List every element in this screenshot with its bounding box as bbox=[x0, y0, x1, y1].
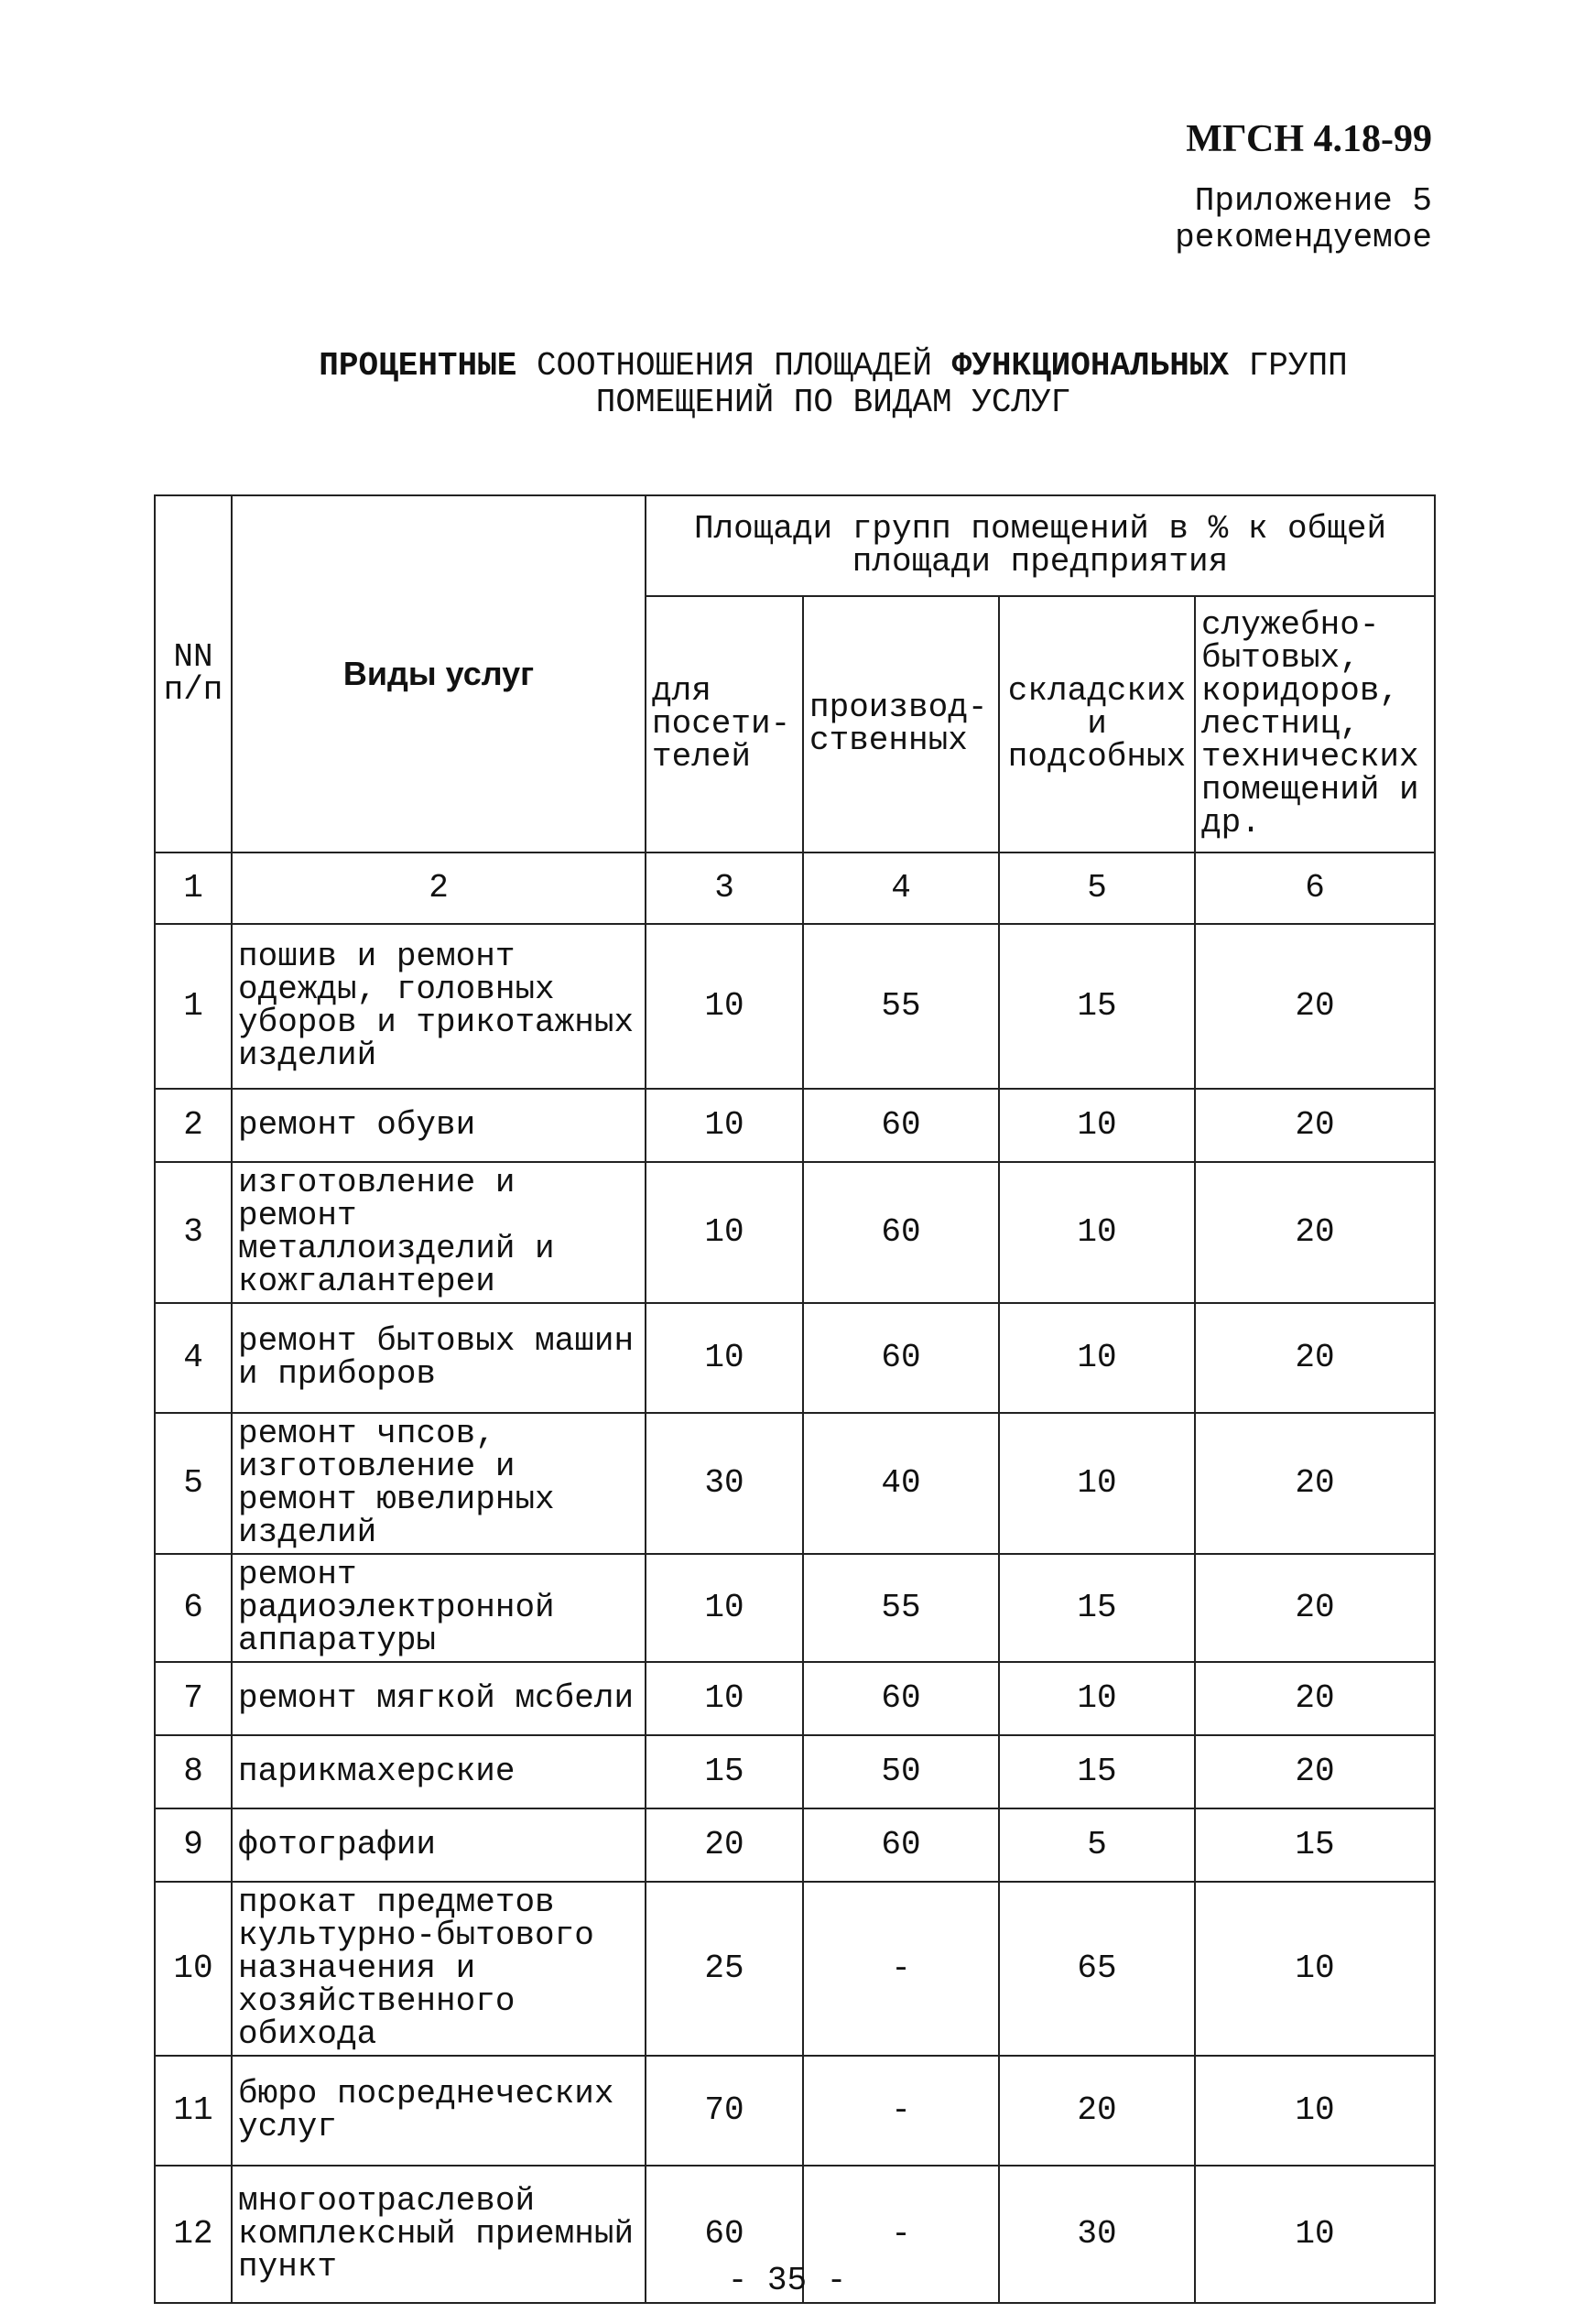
header-nn: NN п/п bbox=[155, 495, 232, 852]
visitors-value: 10 bbox=[646, 1554, 803, 1662]
service-name: ремонт радиоэлектронной аппаратуры bbox=[232, 1554, 646, 1662]
visitors-value: 10 bbox=[646, 1162, 803, 1303]
row-number: 8 bbox=[155, 1735, 232, 1808]
column-number: 2 bbox=[232, 852, 646, 924]
row-number: 12 bbox=[155, 2166, 232, 2303]
visitors-value: 10 bbox=[646, 1662, 803, 1735]
storage-value: 10 bbox=[999, 1089, 1195, 1162]
header-row-1 bbox=[155, 495, 1435, 596]
title-word-2: СООТНОШЕНИЯ ПЛОЩАДЕЙ bbox=[516, 347, 952, 385]
service-rooms-value: 15 bbox=[1195, 1808, 1435, 1882]
title-line-2: ПОМЕЩЕНИЙ ПО ВИДАМ УСЛУГ bbox=[595, 384, 1071, 421]
storage-value: 30 bbox=[999, 2166, 1195, 2303]
service-name: прокат предметов культурно-бытового назначения и хозяйственного обихода bbox=[232, 1882, 646, 2056]
production-value: - bbox=[803, 2166, 999, 2303]
production-value: 50 bbox=[803, 1735, 999, 1808]
service-rooms-value: 20 bbox=[1195, 1162, 1435, 1303]
row-number: 11 bbox=[155, 2056, 232, 2166]
service-rooms-value: 10 bbox=[1195, 2056, 1435, 2166]
visitors-value: 30 bbox=[646, 1413, 803, 1554]
header-visitors: для посети-телей bbox=[646, 596, 803, 852]
service-name: ремонт мягкой мсбели bbox=[232, 1662, 646, 1735]
table-row bbox=[155, 1089, 1435, 1162]
row-number: 6 bbox=[155, 1554, 232, 1662]
visitors-value: 10 bbox=[646, 1303, 803, 1413]
storage-value: 15 bbox=[999, 924, 1195, 1089]
service-name: многоотраслевой комплексный приемный пункт bbox=[232, 2166, 646, 2303]
service-rooms-value: 20 bbox=[1195, 1554, 1435, 1662]
header-area-groups: Площади групп помещений в % к общей площади предприятия bbox=[646, 495, 1435, 596]
page-number: - 35 - bbox=[727, 2262, 847, 2299]
table-row bbox=[155, 1662, 1435, 1735]
row-number: 4 bbox=[155, 1303, 232, 1413]
table-row bbox=[155, 1554, 1435, 1662]
table-row bbox=[155, 924, 1435, 1089]
storage-value: 15 bbox=[999, 1554, 1195, 1662]
row-number: 7 bbox=[155, 1662, 232, 1735]
production-value: 60 bbox=[803, 1303, 999, 1413]
table-row bbox=[155, 1162, 1435, 1303]
title-word-1: ПРОЦЕНТНЫЕ bbox=[319, 347, 517, 385]
service-name: пошив и ремонт одежды, головных уборов и трикотажных изделий bbox=[232, 924, 646, 1089]
appendix-label bbox=[1175, 183, 1432, 256]
document-code: МГСН 4.18-99 bbox=[1186, 118, 1432, 160]
header-storage: складских и подсобных bbox=[999, 596, 1195, 852]
column-number: 4 bbox=[803, 852, 999, 924]
appendix-number: Приложение 5 bbox=[1194, 182, 1432, 220]
visitors-value: 15 bbox=[646, 1735, 803, 1808]
service-name: изготовление и ремонт металлоизделий и кожгалантереи bbox=[232, 1162, 646, 1303]
document-title bbox=[275, 348, 1392, 421]
table-row bbox=[155, 1808, 1435, 1882]
service-name: ремонт чпсов, изготовление и ремонт ювелирных изделий bbox=[232, 1413, 646, 1554]
row-number: 10 bbox=[155, 1882, 232, 2056]
service-rooms-value: 10 bbox=[1195, 1882, 1435, 2056]
table-row bbox=[155, 1882, 1435, 2056]
table-row bbox=[155, 1413, 1435, 1554]
service-rooms-value: 20 bbox=[1195, 924, 1435, 1089]
row-number: 1 bbox=[155, 924, 232, 1089]
storage-value: 15 bbox=[999, 1735, 1195, 1808]
column-number: 3 bbox=[646, 852, 803, 924]
service-rooms-value: 20 bbox=[1195, 1303, 1435, 1413]
area-ratio-table bbox=[154, 494, 1436, 2304]
service-rooms-value: 10 bbox=[1195, 2166, 1435, 2303]
table-row bbox=[155, 1303, 1435, 1413]
service-name: фотографии bbox=[232, 1808, 646, 1882]
service-rooms-value: 20 bbox=[1195, 1413, 1435, 1554]
header-service-rooms: служебно-бытовых, коридоров, лестниц, технических помещений и др. bbox=[1195, 596, 1435, 852]
appendix-status: рекомендуемое bbox=[1175, 219, 1432, 256]
title-word-4: ГРУПП bbox=[1229, 347, 1348, 385]
service-name: ремонт бытовых машин и приборов bbox=[232, 1303, 646, 1413]
production-value: 60 bbox=[803, 1162, 999, 1303]
visitors-value: 70 bbox=[646, 2056, 803, 2166]
header-service: Виды услуг bbox=[232, 495, 646, 852]
storage-value: 10 bbox=[999, 1662, 1195, 1735]
row-number: 5 bbox=[155, 1413, 232, 1554]
storage-value: 5 bbox=[999, 1808, 1195, 1882]
table-row bbox=[155, 2056, 1435, 2166]
title-line-1 bbox=[275, 348, 1392, 385]
column-number: 6 bbox=[1195, 852, 1435, 924]
storage-value: 10 bbox=[999, 1413, 1195, 1554]
production-value: 55 bbox=[803, 924, 999, 1089]
production-value: - bbox=[803, 2056, 999, 2166]
storage-value: 20 bbox=[999, 2056, 1195, 2166]
column-number: 5 bbox=[999, 852, 1195, 924]
title-word-3: ФУНКЦИОНАЛЬНЫХ bbox=[951, 347, 1230, 385]
column-number: 1 bbox=[155, 852, 232, 924]
service-rooms-value: 20 bbox=[1195, 1662, 1435, 1735]
service-name: ремонт обуви bbox=[232, 1089, 646, 1162]
header-production: производ-ственных bbox=[803, 596, 999, 852]
storage-value: 65 bbox=[999, 1882, 1195, 2056]
visitors-value: 25 bbox=[646, 1882, 803, 2056]
service-rooms-value: 20 bbox=[1195, 1089, 1435, 1162]
production-value: 60 bbox=[803, 1089, 999, 1162]
production-value: 60 bbox=[803, 1808, 999, 1882]
visitors-value: 20 bbox=[646, 1808, 803, 1882]
service-rooms-value: 20 bbox=[1195, 1735, 1435, 1808]
production-value: 55 bbox=[803, 1554, 999, 1662]
visitors-value: 60 bbox=[646, 2166, 803, 2303]
production-value: - bbox=[803, 1882, 999, 2056]
service-name: бюро посреднеческих услуг bbox=[232, 2056, 646, 2166]
production-value: 40 bbox=[803, 1413, 999, 1554]
visitors-value: 10 bbox=[646, 924, 803, 1089]
table-row bbox=[155, 1735, 1435, 1808]
production-value: 60 bbox=[803, 1662, 999, 1735]
row-number: 9 bbox=[155, 1808, 232, 1882]
service-name: парикмахерские bbox=[232, 1735, 646, 1808]
column-number-row bbox=[155, 852, 1435, 924]
row-number: 3 bbox=[155, 1162, 232, 1303]
row-number: 2 bbox=[155, 1089, 232, 1162]
storage-value: 10 bbox=[999, 1303, 1195, 1413]
visitors-value: 10 bbox=[646, 1089, 803, 1162]
storage-value: 10 bbox=[999, 1162, 1195, 1303]
